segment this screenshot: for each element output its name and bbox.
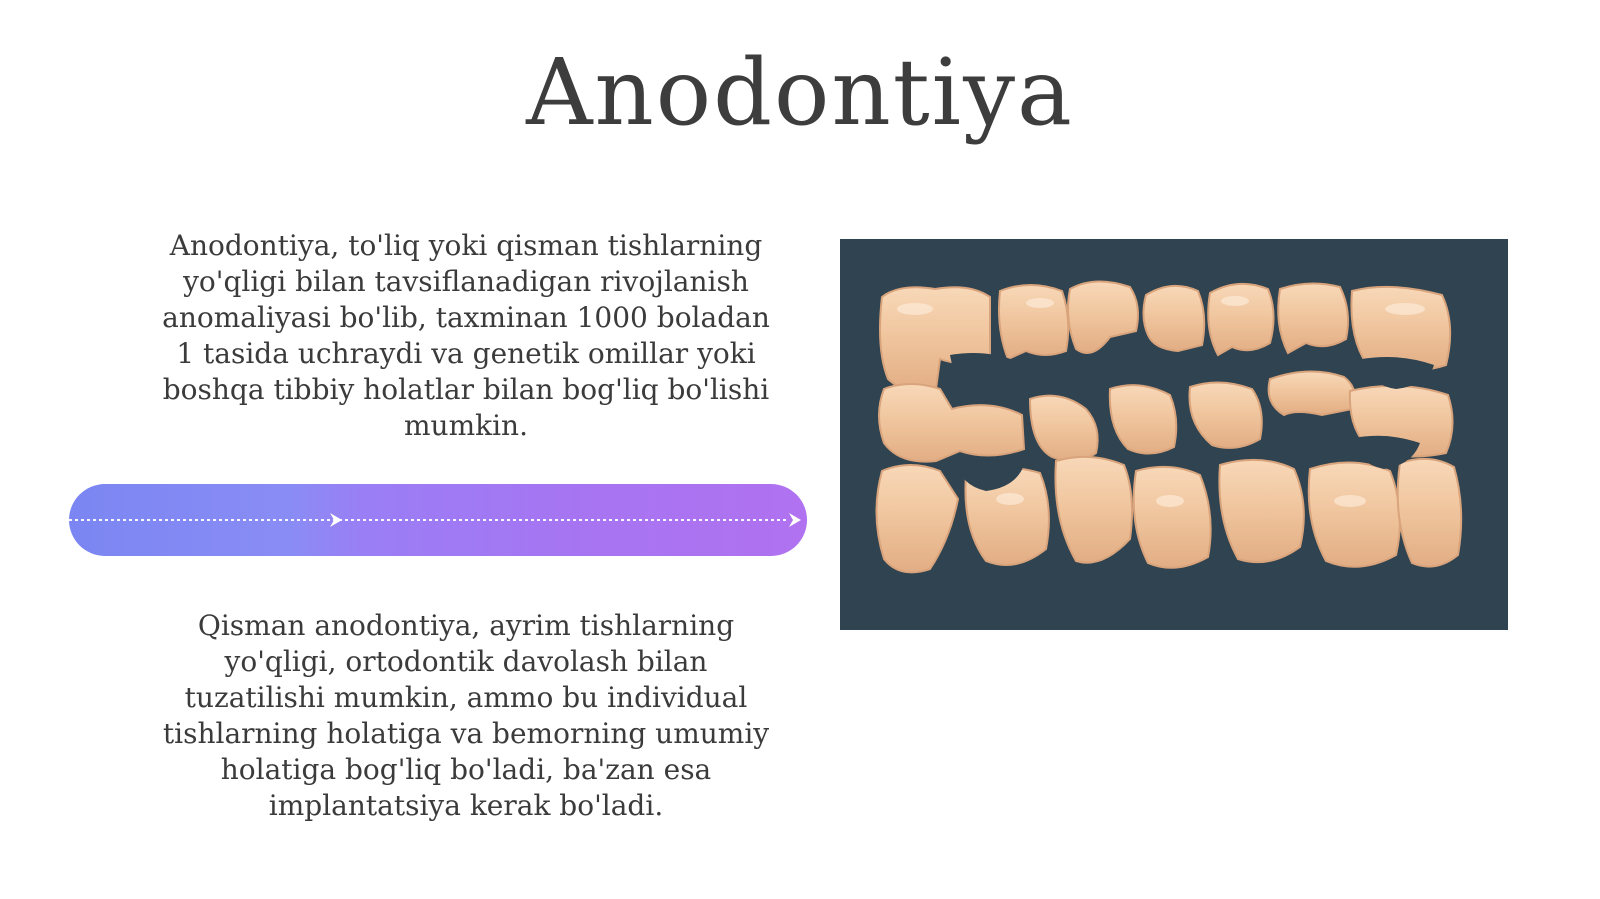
progress-track-svg [69, 484, 807, 556]
slide-title: Anodontiya [526, 39, 1074, 146]
arrow-right-icon [330, 513, 342, 527]
dental-model-illustration [840, 239, 1508, 630]
intro-paragraph: Anodontiya, to'liq yoki qisman tishlarning yo'qligi bilan tavsiflanadigan rivojlanish anomaliyasi bo'lib, taxminan 1000 boladan 1 tasida uchraydi va genetik omillar yoki boshqa tibbiy holatlar bilan bog'liq bo'lishi mumkin. [162, 229, 770, 442]
progress-bar [69, 484, 807, 556]
detail-paragraph: Qisman anodontiya, ayrim tishlarning yo'qligi, ortodontik davolash bilan tuzatilishi mumkin, ammo bu individual tishlarning holatiga va bemorning umumiy holatiga bog'liq bo'ladi, ba'zan esa implantatsiya kerak bo'ladi. [162, 609, 770, 822]
dental-model-image [840, 239, 1508, 630]
arrow-right-icon [789, 513, 801, 527]
